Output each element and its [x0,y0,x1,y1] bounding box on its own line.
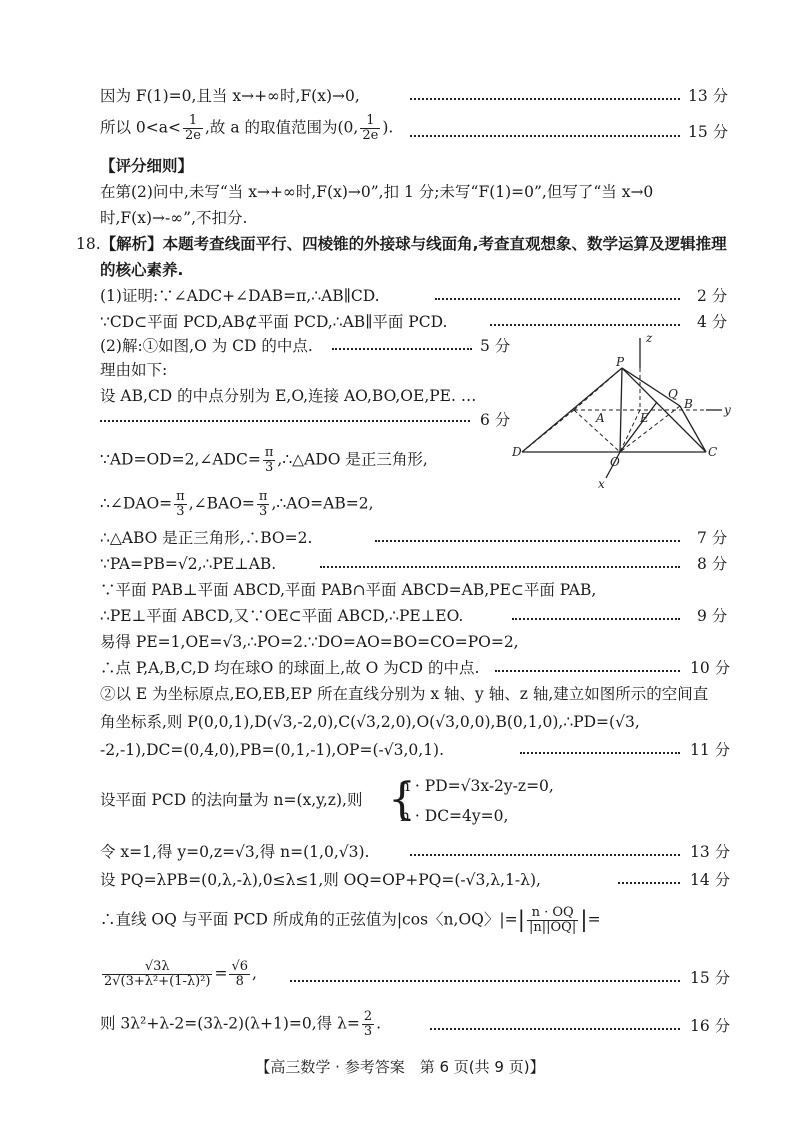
leader-dots [490,324,680,326]
leader-dots [290,980,680,982]
score: 9 分 [697,607,728,625]
label-y: y [724,403,731,417]
fraction: $\frac{\pi}{3}$ [258,489,268,519]
question-18-header: 18.【解析】本题考查线面平行、四棱锥的外接球与线面角,考查直观想象、数学运算及逻辑推理 [76,235,727,253]
label-z: z [646,331,653,345]
score: 15 分 [688,123,729,141]
solution-line-5: ∴△ABO 是正三角形,∴BO=2. [100,529,313,547]
solution-line-17: ∴直线 OQ 与平面 PCD 所成角的正弦值为|cos〈n,OQ〉|=| $\frac{n \cdot OQ}{|n||OQ|}$ |= [100,905,601,935]
score: 15 分 [690,969,731,987]
reason-line: 理由如下: [100,361,168,379]
fraction: $\frac{2}{3}$ [363,1009,373,1039]
score: 16 分 [690,1017,731,1035]
fraction: $\frac{1}{2e}$ [362,113,379,143]
leader-dots [410,854,680,856]
solution-line-18: $\frac{√3\lambda}{\text{2√(3+λ²+(1-λ)²)}}$ = $\frac{√6}{8}$ , [104,959,257,989]
equation-1: n · PD=√3x-2y-z=0, [400,777,554,795]
solution-line-2: 设 AB,CD 的中点分别为 E,O,连接 AO,BO,OE,PE. … [100,387,477,405]
proof-line-1: (1)证明:∵∠ADC+∠DAB=π,∴AB∥CD. [100,287,380,305]
score: 14 分 [690,871,731,889]
solution-line-10: ∴点 P,A,B,C,D 均在球O 的球面上,故 O 为CD 的中点. [100,659,480,677]
label-x: x [598,477,605,490]
rubric-line-1: 在第(2)问中,未写“当 x→+∞时,F(x)→0”,扣 1 分;未写“F(1)=0”,但写了“当 x→0 [100,183,654,201]
leader-dots [435,298,680,300]
fraction: $\frac{\pi}{3}$ [264,445,274,475]
leader-dots [618,882,680,884]
edge-po [620,368,622,452]
solution-line-6: ∵PA=PB=√2,∴PE⊥AB. [100,555,277,573]
score: 10 分 [690,659,731,677]
score: 8 分 [697,555,728,573]
solution-line-16: 设 PQ=λPB=(0,λ,-λ),0≤λ≤1,则 OQ=OP+PQ=(-√3,λ,1-λ), [100,871,541,889]
solution-line-8: ∴PE⊥平面 ABCD,又∵OE⊂平面 ABCD,∴PE⊥EO. [100,607,464,625]
fraction: $\frac{√6}{8}$ [231,959,249,989]
solution-line-9: 易得 PE=1,OE=√3,∴PO=2.∵DO=AO=BO=CO=PO=2, [100,633,519,651]
solution-line-12: 角坐标系,则 P(0,0,1),D(√3,-2,0),C(√3,2,0),O(√3,0,0),B(0,1,0),∴PD=(√3, [100,713,640,731]
leader-dots [495,670,680,672]
solution-line-13: -2,-1),DC=(0,4,0),PB=(0,1,-1),OP=(-√3,0,1). [100,741,445,759]
label-o: O [610,455,620,469]
leader-dots [520,752,680,754]
proof-line-2: ∵CD⊂平面 PCD,AB⊄平面 PCD,∴AB∥平面 PCD. [100,313,448,331]
fraction: $\frac{1}{2e}$ [185,113,201,143]
leader-dots [375,540,680,542]
label-d: D [512,445,522,459]
score: 6 分 [480,411,511,429]
score: 2 分 [697,287,728,305]
label-a: A [596,411,605,425]
solution-line-7: ∵平面 PAB⊥平面 ABCD,平面 PAB∩平面 ABCD=AB,PE⊂平面 PAB, [100,581,597,599]
solution-line-19: 则 3λ²+λ-2=(3λ-2)(λ+1)=0,得 λ= $\frac{2}{3}$ . [100,1009,382,1039]
label-e: E [640,411,649,425]
edge-bo [620,406,680,452]
label-p: P [616,355,625,369]
label-c: C [708,445,718,459]
leader-dots [320,566,680,568]
score: 7 分 [697,529,728,547]
equation-2: n · DC=4y=0, [400,807,509,825]
solution-line-15: 令 x=1,得 y=0,z=√3,得 n=(1,0,√3). [100,843,370,861]
leader-dots [430,1028,680,1030]
solution-line-11: ②以 E 为坐标原点,EO,EB,EP 所在直线分别为 x 轴、y 轴、z 轴,建立如图所示的空间直 [100,685,709,703]
line-2: 所以 0<a< $\frac{1}{2e}$ ,故 a 的取值范围为(0, $\frac{1}{2e}$ ). [100,113,394,143]
leader-dots [410,98,680,100]
fraction: $\frac{√3\lambda}{\text{2√(3+λ²+(1-λ)²)}}$ [104,959,211,989]
solution-line-14: 设平面 PCD 的法向量为 n=(x,y,z),则 [100,791,363,809]
score: 4 分 [697,313,728,331]
line-1: 因为 F(1)=0,且当 x→+∞时,F(x)→0, [100,87,360,105]
leader-dots [410,135,680,137]
leader-dots [512,618,680,620]
fraction: $\frac{n \cdot OQ}{|n||OQ|}$ [529,905,577,935]
rubric-title: 【评分细则】 [100,157,194,175]
score: 13 分 [688,87,729,105]
question-18-line-2: 的核心素养. [100,261,184,279]
solution-line-1: (2)解:①如图,O 为 CD 的中点. [100,337,313,355]
score: 11 分 [690,741,731,759]
leader-dots [100,420,470,422]
leader-dots [332,348,472,350]
pyramid-figure [512,330,742,490]
edge-eo [620,410,640,452]
solution-line-4: ∴∠DAO= $\frac{\pi}{3}$ ,∠BAO= $\frac{\pi}{3}$ ,∴AO=AB=2, [100,489,374,519]
label-b: B [684,397,693,411]
fraction: $\frac{\pi}{3}$ [176,489,185,519]
page-footer: 【高三数学 · 参考答案 第 6 页(共 9 页)】 [255,1058,545,1076]
solution-line-3: ∵AD=OD=2,∠ADC= $\frac{\pi}{3}$ ,∴△ADO 是正三角形, [100,445,428,475]
score: 5 分 [480,337,511,355]
rubric-line-2: 时,F(x)→-∞”,不扣分. [100,209,248,227]
label-q: Q [668,387,678,401]
score: 13 分 [690,843,731,861]
brace: { [388,774,416,825]
